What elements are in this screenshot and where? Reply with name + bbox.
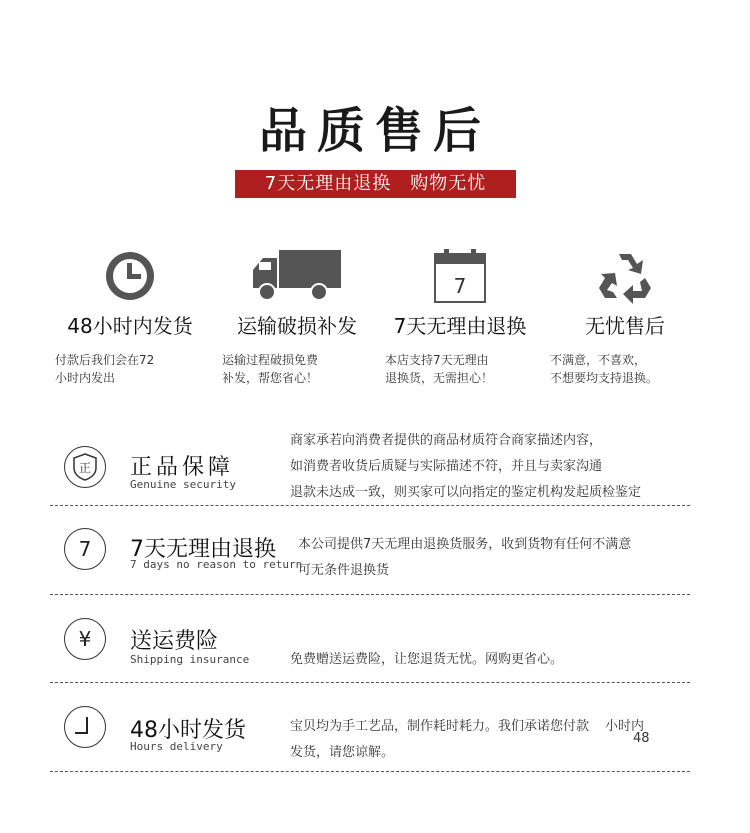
divider [50, 594, 690, 595]
feature-damage [212, 248, 382, 387]
clock-hands-icon [64, 706, 106, 748]
svg-text:正: 正 [78, 461, 92, 475]
yen-icon: ¥ [64, 618, 106, 660]
feature-shipping [45, 248, 215, 387]
divider [50, 505, 690, 506]
divider [50, 682, 690, 683]
calendar-number: 7 [453, 274, 467, 298]
service-desc: 免费赠送运费险，让您退货无忧。网购更省心。 [290, 652, 564, 667]
feature-aftersale [540, 248, 710, 387]
service-subtitle: Genuine security [130, 478, 236, 491]
service-name: 7天无理由退换 [130, 537, 276, 562]
calendar-icon [375, 248, 545, 304]
feature-name: 无忧售后 [585, 314, 665, 338]
service-subtitle: Shipping insurance [130, 653, 250, 666]
service-desc: 本公司提供7天无理由退换货服务，收到货物有任何不满意 可无条件退换货 [298, 537, 632, 578]
overlap-number: 48 [633, 731, 650, 746]
recycle-icon [540, 248, 710, 304]
feature-desc: 不满意，不喜欢， 不想要均支持退换。 [550, 353, 659, 385]
feature-name: 7天无理由退换 [393, 314, 527, 338]
service-name: 送运费险 [130, 629, 219, 654]
feature-desc: 运输过程破损免费 补发，帮您省心！ [222, 353, 319, 385]
feature-name: 运输破损补发 [237, 314, 357, 338]
feature-name: 48小时内发货 [67, 314, 193, 338]
truck-icon [212, 248, 382, 304]
feature-desc: 本店支持7天无理由 退换货，无需担心！ [385, 353, 494, 385]
service-name: 48小时发货 [130, 718, 246, 743]
feature-return [375, 248, 545, 387]
clock-icon [45, 248, 215, 304]
service-subtitle: 7 days no reason to return [130, 558, 303, 571]
seven-days-icon: 7 [64, 528, 106, 570]
service-desc: 宝贝均为手工艺品，制作耗时耗力。我们承诺您付款 小时内 发货，请您谅解。 [290, 719, 645, 760]
service-name: 正品保障 [130, 455, 235, 480]
divider [50, 771, 690, 772]
genuine-seal-icon [64, 446, 106, 488]
page-title: 品质售后 [258, 103, 491, 159]
feature-desc: 付款后我们会在72 小时内发出 [55, 353, 155, 385]
service-desc: 商家承若向消费者提供的商品材质符合商家描述内容， 如消费者收货后质疑与实际描述不符，并且与卖家沟通 退款未达成一致，则买家可以向指定的鉴定机构发起质检鉴定 [290, 433, 642, 500]
promo-banner: 7天无理由退换 购物无忧 [235, 170, 516, 198]
service-subtitle: Hours delivery [130, 740, 223, 753]
